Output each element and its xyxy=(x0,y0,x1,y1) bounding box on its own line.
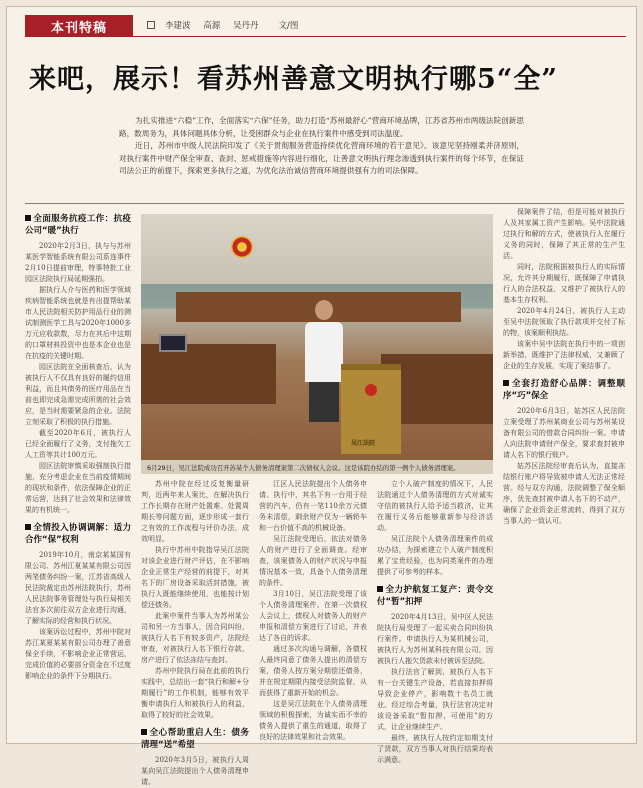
section-tag: 本刊特稿 xyxy=(25,15,133,37)
paragraph: 执行法官了解到，被执行人名下有一台关键生产设备，若直接扣押将导致企业停产，影响数十名员工就业。经过综合考量，执行法官决定对该设备采取“暂扣押、可使用”的方式，让企业继续生产。 xyxy=(377,668,493,731)
author-names xyxy=(165,19,268,31)
paragraph: 同时，法院根据被执行人的实际情况，允许其分期履行，既保障了申请执行人的合法权益，又维护了被执行人的基本生存权利。 xyxy=(503,263,625,304)
paragraph: 吴江法院受理后，依法对债务人的财产进行了全面调查。经审查，该案债务人的财产状况与申报情况基本一致，具备个人债务清理的条件。 xyxy=(259,535,367,587)
speaker-figure xyxy=(301,300,346,430)
paragraph: 2019年10月，南京某某国有限公司、苏州江夏某某有限公司因两笔债务纠纷一案，江苏省高级人民法院裁定由苏州法院执行，苏州人民法院事务管理处与执行局相关法官多次前往双方企业进行沟通，了解实际的经营和执行状况。 xyxy=(25,551,131,625)
paragraph: 姑苏区法院经审查后认为，直接冻结银行账户将导致被申请人无法正常经营。经与双方沟通，法院调整了保全顺序，优先查封被申请人名下的不动产，确保了企业资金正常流转，得到了双方当事人的一致认可。 xyxy=(503,462,625,525)
column-4 xyxy=(377,479,493,764)
paragraph: 据执行人介与医药和医学领域疾病智能系统也就是有出提帮助某市人民法院相关防护用品行业的测试制测医学工具与2020年1000多万元应收款数，尽力在其后中这期的口罩材料投资中也是本企业也是在抗疫的关键时期。 xyxy=(25,286,131,360)
column-5 xyxy=(503,207,625,737)
desk xyxy=(141,344,276,404)
podium-label: 吴江法院 xyxy=(351,440,376,447)
paragraph: 苏州中院在经过反复衡量研判，近两年来人案比，在解决执行工作长期存在财产处置难、处置周期长等问题方面，逐步形成一套行之有效的工作流程与评价办法，成效明显。 xyxy=(141,480,249,543)
paragraph: 江区人民法院提出个人债务申请。执行中，其名下有一台用于经营的汽车，仍有一笔110余万元债务未清偿，剩余财产仅为一辆轿车和一台价值不高的机械设备。 xyxy=(259,480,367,532)
section-heading: 全心帮助重启人生：债务清理“送”希望 xyxy=(141,728,249,750)
paragraph: 立个人破产制度的情况下，人民法院通过个人债务清理的方式对诚实守信的被执行人给予适当救济，让其在履行义务后能够重新参与经济活动。 xyxy=(377,480,493,532)
author-name: 吴丹丹 xyxy=(232,21,259,31)
paragraph: 最终，被执行人按约定如期支付了货款，双方当事人对执行结果均表示满意。 xyxy=(377,734,493,764)
lede-paragraph: 近日，苏州市中级人民法院印发了《关于贯彻服务营造持续优化营商环境的若干意见》。该意见坚持刚柔并济原则，对执行案件中财产保全审查、查封、惩戒措施等内容进行细化，让善意文明执行理念渗透到执行案件的每个环节，在保证司法公正的前提下，探索更多执行之道，为优化法治诚信营商环境提供强有力的司法保障。 xyxy=(119,141,524,176)
column-3 xyxy=(259,479,367,741)
section-heading: 全情投入协调调解：适力合作“保”权利 xyxy=(25,523,131,545)
column-2 xyxy=(141,479,249,786)
paragraph: 2020年6月3日，姑苏区人民法院立案受理了苏州某商业公司与苏州某设备有限公司的借款合同纠纷一案。申请人向法院申请财产保全，要求查封被申请人名下的银行账户。 xyxy=(503,407,625,459)
paragraph: 保障案件了结，但是可能对被执行人及其家属工资产生影响。吴中法院通过执行和解的方式，使被执行人在履行义务的同时，保障了其正常的生产生活。 xyxy=(503,208,625,260)
photo-caption: 6月29日，吴江法院成功召开苏某个人债务清理案第二次债权人会议。这是该院办结的第一例个人债务清理案。 xyxy=(141,460,493,474)
paragraph: 执行中苏州中院指导吴江法院对该企业进行财产评估，在不影响企业正常生产经营的前提下，对其名下的厂房设备采取活封措施，被执行人既能继续使用，也能按计划偿还债务。 xyxy=(141,546,249,609)
paragraph: 2020年4月13日，吴中区人民法院执行局受理了一起买卖合同纠纷执行案件。申请执行人为某机械公司，被执行人为苏州某科技有限公司，因被执行人拖欠货款未付被诉至法院。 xyxy=(377,613,493,665)
monitor-icon xyxy=(159,334,187,352)
square-bullet-icon xyxy=(25,524,31,530)
author-suffix: 文/图 xyxy=(278,21,299,31)
paragraph: 苏州中院执行局在此前的执行实践中，总结出一套“执行和解+分期履行”的工作机制，能够有效平衡申请执行人和被执行人的利益，取得了较好的社会效果。 xyxy=(141,667,249,719)
author-name: 李建波 xyxy=(165,21,191,31)
paragraph: 2020年2月3日，执与与苏州某医学智能系统有限公司系连事件2月10日提前审理，特事特批工业园区法院执行局延期强拍。 xyxy=(25,242,131,283)
column-1 xyxy=(25,207,131,737)
square-bullet-icon xyxy=(503,380,509,386)
author-name: 高源 xyxy=(203,21,221,31)
paragraph: 2020年4月24日，被执行人主动至吴中法院领取了执行款项并交付了标的物，该案顺利执结。 xyxy=(503,307,625,337)
square-bullet-icon xyxy=(141,729,147,735)
section-heading: 全套打造舒心品牌：调整顺序“巧”保全 xyxy=(503,379,625,401)
paragraph: 园区法院在全面核查后，认为被执行人不仅具有良好的履约信用利益，而且其债务的医疗用品在当前也即完成急需完成所需的社会效应，是当时需要紧急的企业。法院立刻采取了积极的执行措施。 xyxy=(25,363,131,426)
paragraph: 截至2020年6月，被执行人已经全面履行了义务，支付拖欠工人工资等共计100万元。 xyxy=(25,429,131,459)
paragraph: 这是吴江法院在个人债务清理领域的积极探索，为诚实而不幸的债务人提供了重生的通道，取得了良好的法律效果和社会效果。 xyxy=(259,700,367,741)
square-bullet-icon xyxy=(25,215,31,221)
section-rule xyxy=(133,36,626,37)
paragraph: 园区法院审慎采取强制执行措施，充分考虑企业在当前疫情期间的现状和条件，依法保障企业的正常运营，达到了社会效果和法律效果的有机统一。 xyxy=(25,462,131,514)
paragraph: 该案中吴中法院在执行中的一项创新举措，既维护了法律权威，又兼顾了企业的生存发展，实现了案结事了。 xyxy=(503,340,625,370)
lede-paragraph: 为扎实推进“六稳”工作，全面落实“六保”任务，助力打造“苏州最舒心”营商环境品牌，江苏省苏州市两级法院创新思路，数周务为，具体问题具体分析，让受困群众与企业在执行案件中感受到司法温度。 xyxy=(119,116,524,138)
paragraph: 3月10日，吴江法院受理了该个人债务清理案件。在第一次债权人会议上，债权人对债务人的财产申报和清偿方案进行了讨论，并表达了各自的诉求。 xyxy=(259,590,367,642)
paragraph: 吴江法院个人债务清理案件的成功办结，为探索建立个人破产制度积累了宝贵经验，也为同类案件的办理提供了可参考的样本。 xyxy=(377,535,493,576)
newspaper-page xyxy=(6,6,637,786)
court-emblem-icon xyxy=(231,236,253,258)
byline xyxy=(147,19,298,31)
courtroom-photo xyxy=(141,214,493,460)
square-bullet-icon xyxy=(377,586,383,592)
section-heading: 全面服务抗疫工作：抗疫公司“暖”执行 xyxy=(25,214,131,236)
paragraph: 此案中案件当事人为苏州某公司和另一方当事人，因合同纠纷，被执行人名下有较多资产，法院经审查，对被执行人名下银行存款、房产进行了依法冻结与查封。 xyxy=(141,612,249,664)
paragraph: 该案诉讼过程中，苏州中院对苏江某夏某某有限公司办理了善意保全手续，不影响企业正常营运，完成价值的必要部分资金在不过度影响企业的条件下分期执行。 xyxy=(25,628,131,680)
paragraph: 通过多次沟通与调解，各债权人最终同意了债务人提出的清偿方案，债务人按方案分期偿还债务，并在规定期限内接受法院监督，从而获得了重新开始的机会。 xyxy=(259,645,367,697)
divider xyxy=(25,203,624,204)
court-badge-icon xyxy=(365,384,377,396)
section-heading: 全力护航复工复产：责令交付“暂”扣押 xyxy=(377,585,493,607)
lede xyxy=(119,115,524,178)
headline: 来吧，展示！看苏州善意文明执行哪5“全” xyxy=(29,64,558,95)
paragraph: 2020年3月5日，被执行人周某向吴江法院提出个人债务清理申请。 xyxy=(141,756,249,786)
square-icon xyxy=(147,21,155,29)
